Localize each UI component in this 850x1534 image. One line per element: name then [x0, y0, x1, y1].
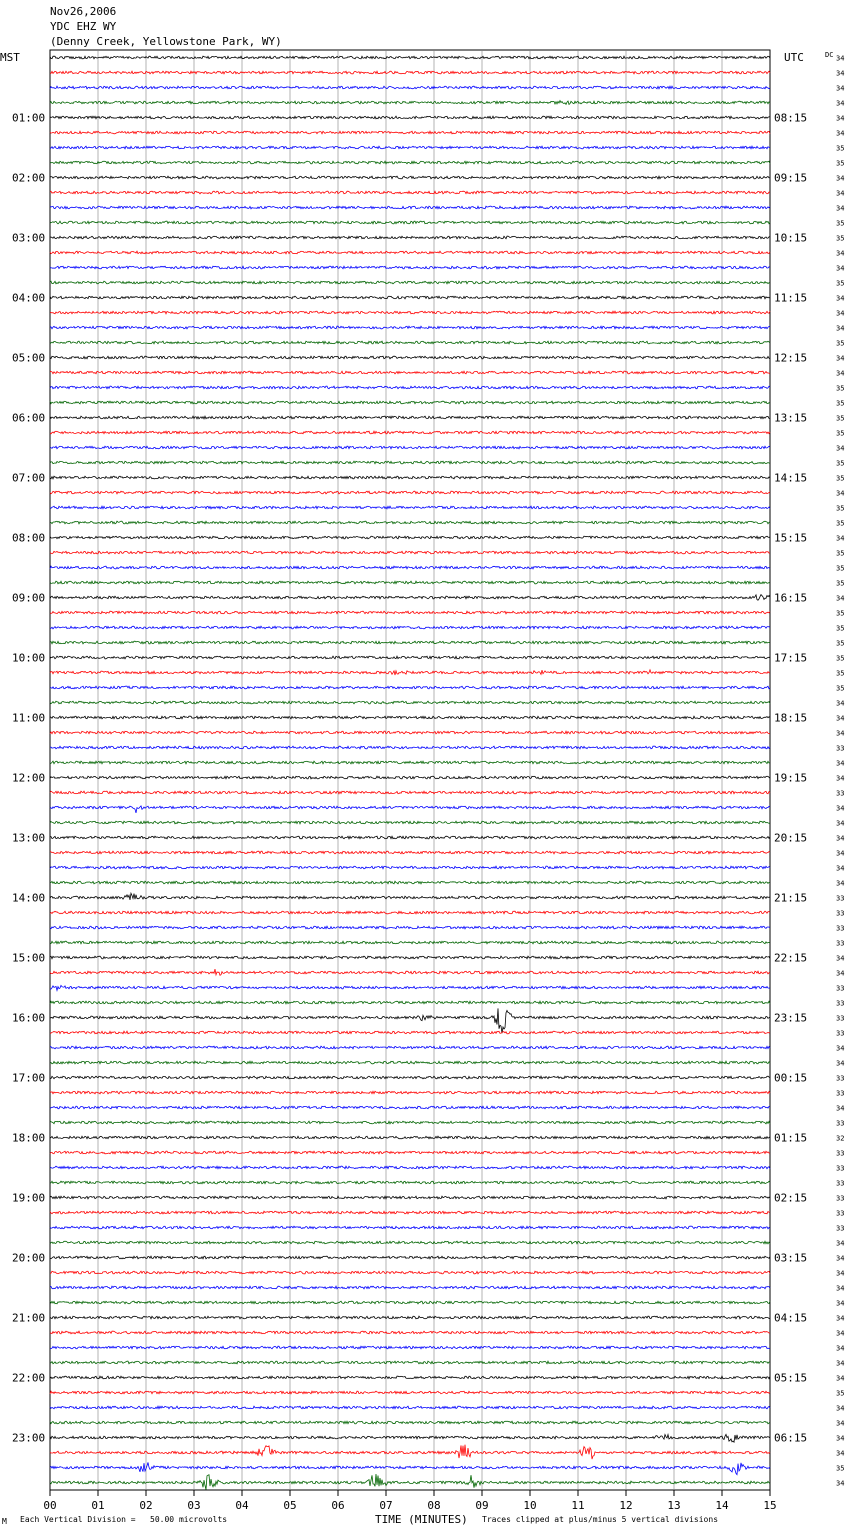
- dc-offset-70: 34: [836, 1104, 845, 1113]
- utc-label-20: 03:15: [774, 1251, 808, 1265]
- mst-label-12: 12:00: [12, 771, 46, 785]
- dc-offset-95: 34: [836, 1479, 845, 1488]
- trace-39: [50, 641, 770, 644]
- utc-hour-labels: [774, 112, 807, 1445]
- dc-offset-54: 34: [836, 864, 845, 873]
- trace-26: [50, 446, 770, 449]
- trace-46: [50, 746, 770, 749]
- dc-offset-4: 34: [836, 114, 845, 123]
- trace-47: [50, 761, 770, 764]
- mst-label-14: 14:00: [12, 891, 46, 905]
- clip-note: Traces clipped at plus/minus 5 vertical divisions: [482, 1515, 719, 1524]
- dc-offset-48: 34: [836, 774, 845, 783]
- trace-68: [50, 1076, 770, 1079]
- trace-44: [50, 716, 770, 719]
- trace-38: [50, 626, 770, 629]
- trace-50: [50, 806, 770, 813]
- trace-3: [50, 101, 770, 105]
- dc-offset-3: 34: [836, 99, 845, 108]
- utc-label-14: 21:15: [774, 891, 808, 905]
- dc-offset-85: 34: [836, 1329, 845, 1338]
- x-axis-ticks: [43, 1490, 776, 1512]
- trace-49: [50, 791, 770, 794]
- trace-82: [50, 1286, 770, 1289]
- trace-81: [50, 1271, 770, 1274]
- dc-offset-67: 34: [836, 1059, 845, 1068]
- trace-54: [50, 866, 770, 869]
- dc-offset-0: 34: [836, 54, 845, 63]
- dc-offset-38: 35: [836, 624, 845, 633]
- dc-offset-10: 34: [836, 204, 845, 213]
- dc-offset-13: 34: [836, 249, 845, 258]
- dc-offset-12: 35: [836, 234, 845, 243]
- dc-offset-52: 34: [836, 834, 845, 843]
- dc-offset-25: 35: [836, 429, 845, 438]
- trace-41: [50, 670, 770, 675]
- mst-label-3: 03:00: [12, 231, 46, 245]
- dc-offset-34: 35: [836, 564, 845, 573]
- dc-offset-47: 34: [836, 759, 845, 768]
- mst-label-10: 10:00: [12, 651, 46, 665]
- utc-label-9: 16:15: [774, 591, 808, 605]
- mst-label-22: 22:00: [12, 1371, 46, 1385]
- dc-offset-5: 34: [836, 129, 845, 138]
- trace-80: [50, 1256, 770, 1259]
- trace-56: [50, 893, 770, 900]
- dc-offset-84: 34: [836, 1314, 845, 1323]
- trace-88: [50, 1376, 770, 1379]
- dc-offset-93: 34: [836, 1449, 845, 1458]
- dc-offset-55: 34: [836, 879, 845, 888]
- dc-offset-6: 35: [836, 144, 845, 153]
- mst-label-9: 09:00: [12, 591, 46, 605]
- trace-25: [50, 431, 770, 434]
- dc-offset-82: 34: [836, 1284, 845, 1293]
- mst-label-7: 07:00: [12, 471, 46, 485]
- dc-offset-83: 34: [836, 1299, 845, 1308]
- trace-71: [50, 1121, 770, 1124]
- mst-label-8: 08:00: [12, 531, 46, 545]
- dc-offset-20: 34: [836, 354, 845, 363]
- dc-offset-8: 34: [836, 174, 845, 183]
- dc-offset-81: 34: [836, 1269, 845, 1278]
- x-tick-label-0: 00: [43, 1499, 57, 1512]
- x-tick-label-2: 02: [139, 1499, 153, 1512]
- trace-2: [50, 86, 770, 89]
- dc-offset-7: 35: [836, 159, 845, 168]
- dc-offset-50: 34: [836, 804, 845, 813]
- dc-offset-61: 34: [836, 969, 845, 978]
- trace-70: [50, 1106, 770, 1109]
- dc-offset-37: 35: [836, 609, 845, 618]
- utc-label-19: 02:15: [774, 1191, 808, 1205]
- utc-label-13: 20:15: [774, 831, 808, 845]
- utc-label-16: 23:15: [774, 1011, 808, 1025]
- dc-offset-33: 35: [836, 549, 845, 558]
- trace-63: [50, 1001, 770, 1004]
- mst-label-5: 05:00: [12, 351, 46, 365]
- dc-offset-79: 34: [836, 1239, 845, 1248]
- dc-offset-53: 34: [836, 849, 845, 858]
- trace-76: [50, 1196, 770, 1199]
- mst-label-17: 17:00: [12, 1071, 46, 1085]
- x-tick-label-4: 04: [235, 1499, 249, 1512]
- x-tick-label-8: 08: [427, 1499, 441, 1512]
- dc-offset-35: 35: [836, 579, 845, 588]
- trace-87: [50, 1361, 770, 1364]
- dc-offset-72: 32: [836, 1134, 845, 1143]
- mst-label-2: 02:00: [12, 171, 46, 185]
- trace-43: [50, 701, 770, 704]
- mst-label-19: 19:00: [12, 1191, 46, 1205]
- trace-60: [50, 956, 770, 959]
- dc-offset-43: 34: [836, 699, 845, 708]
- utc-label-17: 00:15: [774, 1071, 808, 1085]
- mst-label-13: 13:00: [12, 831, 46, 845]
- trace-37: [50, 611, 770, 614]
- trace-18: [50, 326, 770, 329]
- dc-offset-41: 35: [836, 669, 845, 678]
- station-label: YDC EHZ WY: [50, 20, 117, 33]
- dc-offset-59: 33: [836, 939, 845, 948]
- dc-offset-74: 33: [836, 1164, 845, 1173]
- dc-offset-39: 35: [836, 639, 845, 648]
- dc-offset-14: 34: [836, 264, 845, 273]
- trace-52: [50, 836, 770, 839]
- dc-offset-87: 34: [836, 1359, 845, 1368]
- corner-mark: M: [2, 1517, 7, 1526]
- trace-0: [50, 56, 770, 59]
- x-tick-label-1: 01: [91, 1499, 105, 1512]
- dc-offset-75: 33: [836, 1179, 845, 1188]
- dc-offset-9: 34: [836, 189, 845, 198]
- trace-40: [50, 656, 770, 659]
- dc-offset-78: 33: [836, 1224, 845, 1233]
- x-tick-label-6: 06: [331, 1499, 345, 1512]
- trace-10: [50, 206, 770, 209]
- trace-51: [50, 821, 770, 824]
- trace-5: [50, 131, 770, 134]
- mst-label-23: 23:00: [12, 1431, 46, 1445]
- trace-85: [50, 1331, 770, 1334]
- dc-offset-76: 33: [836, 1194, 845, 1203]
- utc-label-11: 18:15: [774, 711, 808, 725]
- dc-offset-16: 34: [836, 294, 845, 303]
- dc-offset-71: 33: [836, 1119, 845, 1128]
- dc-offset-2: 34: [836, 84, 845, 93]
- dc-offset-91: 34: [836, 1419, 845, 1428]
- dc-offset-17: 34: [836, 309, 845, 318]
- mst-label-11: 11:00: [12, 711, 46, 725]
- x-tick-label-11: 11: [571, 1499, 585, 1512]
- trace-61: [50, 969, 770, 975]
- dc-offset-27: 35: [836, 459, 845, 468]
- dc-offset-65: 33: [836, 1029, 845, 1038]
- x-axis-title: TIME (MINUTES): [375, 1513, 468, 1526]
- utc-label-7: 14:15: [774, 471, 808, 485]
- trace-93: [50, 1445, 770, 1460]
- dc-offset-26: 34: [836, 444, 845, 453]
- trace-29: [50, 491, 770, 494]
- dc-offset-18: 34: [836, 324, 845, 333]
- mst-label-20: 20:00: [12, 1251, 46, 1265]
- trace-86: [50, 1346, 770, 1349]
- dc-offset-40: 35: [836, 654, 845, 663]
- right-zone-label: UTC: [784, 51, 804, 64]
- trace-91: [50, 1421, 770, 1424]
- utc-label-15: 22:15: [774, 951, 808, 965]
- trace-15: [50, 281, 770, 284]
- trace-24: [50, 416, 770, 419]
- trace-62: [50, 985, 770, 990]
- location-label: (Denny Creek, Yellowstone Park, WY): [50, 35, 282, 48]
- dc-offset-15: 35: [836, 279, 845, 288]
- utc-label-8: 15:15: [774, 531, 808, 545]
- left-zone-label: MST: [0, 51, 20, 64]
- trace-95: [50, 1474, 770, 1490]
- dc-offset-88: 34: [836, 1374, 845, 1383]
- trace-74: [50, 1166, 770, 1169]
- dc-offset-64: 33: [836, 1014, 845, 1023]
- dc-offset-28: 35: [836, 474, 845, 483]
- date-label: Nov26,2006: [50, 5, 117, 18]
- trace-34: [50, 566, 770, 569]
- x-tick-label-14: 14: [715, 1499, 729, 1512]
- dc-offset-90: 34: [836, 1404, 845, 1413]
- trace-21: [50, 371, 770, 374]
- trace-78: [50, 1226, 770, 1229]
- trace-57: [50, 911, 770, 914]
- trace-22: [50, 386, 770, 389]
- trace-67: [50, 1061, 770, 1064]
- x-tick-label-10: 10: [523, 1499, 537, 1512]
- trace-66: [50, 1046, 770, 1049]
- dc-offset-24: 35: [836, 414, 845, 423]
- dc-offset-45: 34: [836, 729, 845, 738]
- utc-label-21: 04:15: [774, 1311, 808, 1325]
- trace-28: [50, 476, 770, 479]
- trace-69: [50, 1091, 770, 1094]
- dc-offset-labels: [836, 55, 844, 1488]
- trace-79: [50, 1241, 770, 1244]
- utc-label-12: 19:15: [774, 771, 808, 785]
- trace-36: [50, 595, 770, 601]
- x-tick-label-13: 13: [667, 1499, 681, 1512]
- trace-30: [50, 506, 770, 509]
- x-tick-label-12: 12: [619, 1499, 633, 1512]
- dc-offset-23: 35: [836, 399, 845, 408]
- utc-label-2: 09:15: [774, 171, 808, 185]
- utc-label-3: 10:15: [774, 231, 808, 245]
- mst-label-6: 06:00: [12, 411, 46, 425]
- trace-11: [50, 221, 770, 224]
- dc-offset-94: 35: [836, 1464, 845, 1473]
- x-tick-label-15: 15: [763, 1499, 777, 1512]
- mst-label-18: 18:00: [12, 1131, 46, 1145]
- dc-offset-77: 33: [836, 1209, 845, 1218]
- trace-8: [50, 176, 770, 179]
- trace-84: [50, 1316, 770, 1319]
- dc-offset-63: 33: [836, 999, 845, 1008]
- trace-89: [50, 1391, 770, 1394]
- dc-offset-44: 34: [836, 714, 845, 723]
- trace-23: [50, 401, 770, 404]
- trace-83: [50, 1301, 770, 1304]
- dc-offset-56: 33: [836, 894, 845, 903]
- dc-offset-57: 33: [836, 909, 845, 918]
- dc-offset-32: 34: [836, 534, 845, 543]
- utc-label-6: 13:15: [774, 411, 808, 425]
- dc-offset-69: 33: [836, 1089, 845, 1098]
- utc-label-4: 11:15: [774, 291, 808, 305]
- dc-offset-21: 34: [836, 369, 845, 378]
- trace-73: [50, 1151, 770, 1154]
- trace-42: [50, 686, 770, 689]
- dc-offset-80: 34: [836, 1254, 845, 1263]
- trace-33: [50, 551, 770, 554]
- trace-27: [50, 461, 770, 464]
- dc-offset-49: 33: [836, 789, 845, 798]
- mst-label-16: 16:00: [12, 1011, 46, 1025]
- trace-59: [50, 941, 770, 944]
- utc-label-18: 01:15: [774, 1131, 808, 1145]
- dc-offset-36: 34: [836, 594, 845, 603]
- dc-offset-31: 35: [836, 519, 845, 528]
- trace-32: [50, 536, 770, 539]
- dc-offset-62: 33: [836, 984, 845, 993]
- x-tick-label-3: 03: [187, 1499, 201, 1512]
- x-tick-label-5: 05: [283, 1499, 297, 1512]
- dc-offset-92: 34: [836, 1434, 845, 1443]
- utc-label-23: 06:15: [774, 1431, 808, 1445]
- trace-65: [50, 1031, 770, 1034]
- dc-offset-42: 35: [836, 684, 845, 693]
- trace-45: [50, 731, 770, 734]
- dc-offset-68: 33: [836, 1074, 845, 1083]
- dc-offset-60: 34: [836, 954, 845, 963]
- dc-offset-66: 34: [836, 1044, 845, 1053]
- mst-label-21: 21:00: [12, 1311, 46, 1325]
- x-tick-label-9: 09: [475, 1499, 489, 1512]
- dc-offset-11: 35: [836, 219, 845, 228]
- trace-64: [50, 1008, 770, 1033]
- dc-offset-29: 34: [836, 489, 845, 498]
- trace-19: [50, 341, 770, 344]
- utc-label-10: 17:15: [774, 651, 808, 665]
- utc-label-1: 08:15: [774, 111, 808, 125]
- dc-offset-30: 35: [836, 504, 845, 513]
- utc-label-22: 05:15: [774, 1371, 808, 1385]
- trace-17: [50, 311, 770, 314]
- trace-75: [50, 1181, 770, 1184]
- x-tick-label-7: 07: [379, 1499, 393, 1512]
- trace-12: [50, 236, 770, 239]
- scale-note: Each Vertical Division = 50.00 microvolts: [20, 1515, 228, 1524]
- trace-4: [50, 116, 770, 119]
- trace-92: [50, 1434, 770, 1442]
- dc-offset-19: 35: [836, 339, 845, 348]
- dc-offset-1: 34: [836, 69, 845, 78]
- mst-label-1: 01:00: [12, 111, 46, 125]
- trace-group: [50, 56, 770, 1490]
- trace-94: [50, 1462, 770, 1474]
- mst-hour-labels: [12, 112, 45, 1445]
- mst-label-4: 04:00: [12, 291, 46, 305]
- trace-13: [50, 251, 770, 254]
- trace-77: [50, 1211, 770, 1214]
- trace-90: [50, 1406, 770, 1409]
- dc-offset-51: 34: [836, 819, 845, 828]
- trace-72: [50, 1136, 770, 1139]
- dc-offset-86: 34: [836, 1344, 845, 1353]
- trace-58: [50, 926, 770, 929]
- dc-offset-73: 33: [836, 1149, 845, 1158]
- dc-offset-89: 35: [836, 1389, 845, 1398]
- trace-55: [50, 881, 770, 884]
- trace-31: [50, 521, 770, 524]
- trace-20: [50, 356, 770, 359]
- trace-1: [50, 71, 770, 74]
- trace-16: [50, 296, 770, 299]
- utc-label-5: 12:15: [774, 351, 808, 365]
- mst-label-15: 15:00: [12, 951, 46, 965]
- trace-6: [50, 146, 770, 149]
- trace-48: [50, 776, 770, 779]
- trace-53: [50, 851, 770, 854]
- trace-35: [50, 581, 770, 584]
- dc-offset-22: 35: [836, 384, 845, 393]
- dc-header-label: DC: [825, 51, 834, 59]
- dc-offset-58: 33: [836, 924, 845, 933]
- dc-offset-46: 33: [836, 744, 845, 753]
- trace-9: [50, 191, 770, 194]
- trace-14: [50, 266, 770, 269]
- trace-7: [50, 161, 770, 164]
